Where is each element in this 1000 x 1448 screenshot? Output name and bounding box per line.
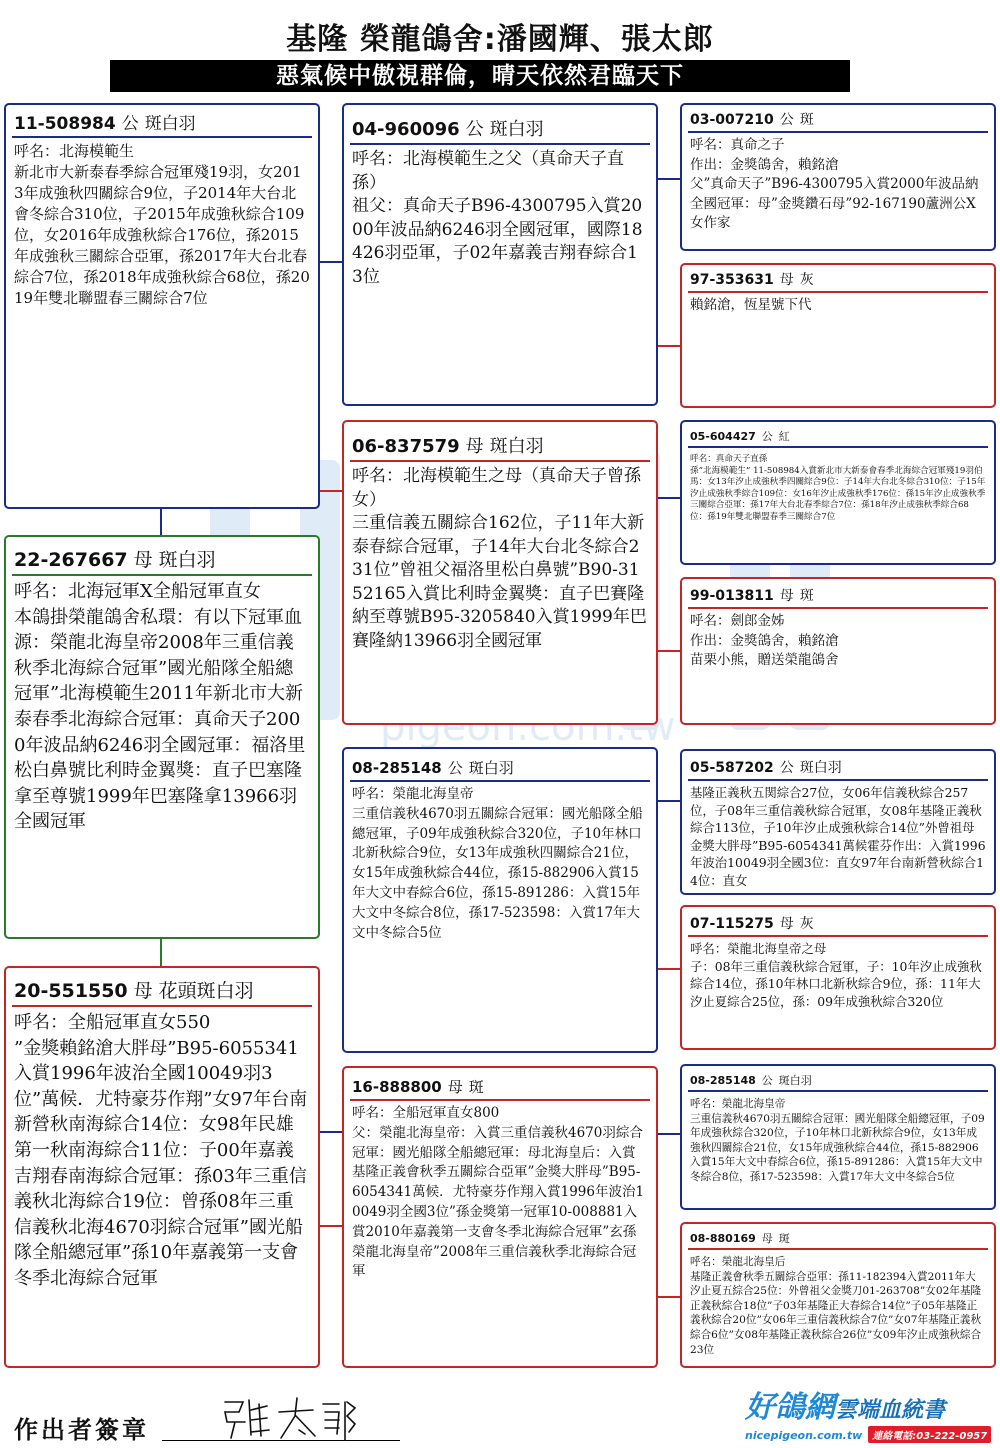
gen3-card-4[interactable] xyxy=(680,577,996,725)
color: 斑 xyxy=(778,1232,790,1245)
pedigree-notes: 呼名：榮龍北海皇帝 三重信義秋4670羽五關綜合冠軍：國光船隊全船總冠軍，子09年成強秋綜合320位，子10年林口北新秋綜合9位，女13年成強秋四關綜合21位，女15年成強秋綜合44位，孫15-882906入賞15年大文中春綜合6位，孫15-891286：入賞15年大文中冬綜合8位，孫17-523598：入賞17年大文中冬綜合5位 xyxy=(690,1098,985,1183)
dam-card[interactable] xyxy=(4,535,320,939)
logo-subtitle: 雲端血統書 xyxy=(835,1398,946,1423)
handwritten-signature xyxy=(215,1390,365,1445)
color: 斑白羽 xyxy=(799,760,842,776)
connector-line xyxy=(656,1296,682,1298)
pedigree-notes: 賴銘滄，恆星號下代 xyxy=(690,297,812,313)
connector-line xyxy=(656,497,682,499)
gen3-card-7[interactable] xyxy=(680,1064,996,1210)
color: 灰 xyxy=(799,272,814,288)
ring-number: 04-960096 xyxy=(352,119,460,140)
color: 斑白羽 xyxy=(144,114,196,134)
gen3-card-2[interactable] xyxy=(680,263,996,408)
connector-line xyxy=(656,650,682,652)
ring-number: 06-837579 xyxy=(352,436,460,457)
connector-line xyxy=(656,178,682,180)
dam-dam-card[interactable] xyxy=(342,1066,658,1368)
ring-number: 05-587202 xyxy=(690,760,774,776)
sex: 公 xyxy=(447,759,463,777)
color: 斑 xyxy=(799,112,814,128)
sex: 母 xyxy=(465,436,484,457)
ring-number: 07-115275 xyxy=(690,916,774,932)
sire-dam-card[interactable] xyxy=(342,420,658,725)
connector-line xyxy=(656,1133,682,1135)
gen3-card-3[interactable] xyxy=(680,420,996,565)
connector-line xyxy=(318,490,344,492)
pedigree-notes: 呼名：榮龍北海皇后 基隆正義會秋季五關綜合亞軍：孫11-182394入賞2011年大汐止夏五綜合25位：外曾祖父金獎刀01-263708”女02年基隆正義秋綜合18位”子03年基隆正大春綜合14位”子05年基隆正義秋綜合20位”女06年三重信義秋綜合7位”女07年基隆正義秋綜合6位”女08年基隆正義秋綜合26位”女09年汐止成強秋綜合23位 xyxy=(690,1256,982,1356)
gen3-card-5[interactable] xyxy=(680,749,996,895)
ring-number: 99-013811 xyxy=(690,588,774,604)
sex: 母 xyxy=(779,916,794,932)
sex: 公 xyxy=(779,112,794,128)
sex: 母 xyxy=(447,1078,463,1096)
connector-line xyxy=(656,800,682,802)
sex: 母 xyxy=(779,272,794,288)
gen3-card-6[interactable] xyxy=(680,905,996,1050)
sex: 母 xyxy=(133,549,153,571)
gen3-card-8[interactable] xyxy=(680,1222,996,1368)
color: 斑白羽 xyxy=(489,436,544,457)
pedigree-notes: 呼名：真命之子 作出：金獎鴿舍，賴銘滄 父”真命天子”B96-4300795入賞2000年波品納全國冠軍：母”金獎鑽石母”92-167190蘆洲公X女作家 xyxy=(690,137,979,232)
connector-line xyxy=(656,968,682,970)
pedigree-notes: 基隆正義秋五関綜合27位，女06年信義秋綜合257位，子08年三重信義秋綜合冠軍，女08年基隆正義秋綜合113位，子10年汐止成強秋綜合14位”外曾祖母金獎大胖母”B95-6054341萬候霍芬作出：入賞1996年波治10049羽全國3位：直女97年台南新營秋綜合14位：直女 xyxy=(690,785,986,888)
signature-label: 作出者簽章 xyxy=(14,1416,149,1444)
color: 斑白羽 xyxy=(158,549,216,571)
sex: 公 xyxy=(761,1074,773,1087)
color: 花頭斑白羽 xyxy=(158,980,254,1002)
color: 斑白羽 xyxy=(468,759,514,777)
pedigree-notes: 呼名：全船冠軍直女550 ”金獎賴銘滄大胖母”B95-6055341入賞1996年波治全國10049羽3位”萬候．尤特豪芬作翔”女97年台南新營秋南海綜合14位：女98年民雄第一秋南海綜合11位：子00年嘉義吉翔春南海綜合冠軍：孫03年三重信義秋北海綜合19位：曾孫08年三重信義秋北海4670羽綜合冠軍”國光船隊全船總冠軍”孫10年嘉義第一支會冬季北海綜合冠軍 xyxy=(14,1012,308,1289)
connector-line xyxy=(160,507,162,537)
sex: 公 xyxy=(465,119,484,140)
contact-phone: 連絡電話:03-222-0957 xyxy=(868,1426,991,1443)
color: 斑白羽 xyxy=(489,119,544,140)
sex: 母 xyxy=(779,588,794,604)
sex: 公 xyxy=(779,760,794,776)
logo-url: nicepigeon.com.tw xyxy=(745,1429,863,1442)
color: 斑白羽 xyxy=(778,1074,812,1087)
ring-number: 05-604427 xyxy=(690,430,756,443)
sire-card[interactable] xyxy=(342,103,658,406)
slogan-banner: 惡氣候中傲視群倫，晴天依然君臨天下 xyxy=(110,60,850,92)
ring-number: 11-508984 xyxy=(14,114,116,134)
connector-line xyxy=(318,261,344,263)
connector-line xyxy=(318,1131,344,1133)
pedigree-notes: 呼名：北海模範生之父（真命天子直孫） 祖父：真命天子B96-4300795入賞2000年波品納6246羽全國冠軍，國際18426羽亞軍，子02年嘉義吉翔春綜合13位 xyxy=(352,149,643,287)
pedigree-notes: 呼名：真命天子直孫 孫”北海模範生” 11-508984入賞新北市大新泰會春季北海綜合冠軍殘19羽伯馬：女13年汐止成強秋季四關綜合9位：子14年大台北冬綜合310位：子15年汐止成強秋季綜合109位：女16年汐止成強秋季176位：孫15年汐止成強秋季三關綜合亞軍：孫17年大台北春季綜合7位：孫18年汐止成強秋季綜合68位：孫19年雙北聯盟春季三關綜合7位 xyxy=(690,454,986,522)
connector-line xyxy=(318,1225,344,1227)
logo-brand: 好鴿網 xyxy=(745,1390,835,1425)
pedigree-notes: 呼名：全船冠軍直女800 父：榮龍北海皇帝：入賞三重信義秋4670羽綜合冠軍：國光船隊全船總冠軍：母北海皇后：入賞基隆正義會秋季五關綜合亞軍”金獎大胖母”B95-6054341萬候．尤特豪芬作翔入賞1996年波治10049羽全國3位”孫金獎第一冠軍10-008881入賞2010年嘉義第一支會冬季北海綜合冠軍”玄孫榮龍北海皇帝”2008年三重信義秋季北海綜合冠軍 xyxy=(352,1105,645,1280)
ring-number: 20-551550 xyxy=(14,980,128,1002)
subject-card[interactable] xyxy=(4,103,320,509)
ring-number: 08-285148 xyxy=(690,1074,756,1087)
sex: 母 xyxy=(761,1232,773,1245)
connector-line xyxy=(656,345,682,347)
ring-number: 16-888800 xyxy=(352,1078,442,1096)
sex: 母 xyxy=(133,980,153,1002)
ring-number: 08-880169 xyxy=(690,1232,756,1245)
pedigree-notes: 呼名：北海冠軍X全船冠軍直女 本鴿掛榮龍鴿舍私環：有以下冠軍血源：榮龍北海皇帝2008年三重信義秋季北海綜合冠軍”國光船隊全船總冠軍”北海模範生2011年新北市大新泰春季北海綜合冠軍：真命天子2000年波品納6246羽全國冠軍：福洛里松白鼻號比利時金翼獎：直子巴塞隆拿至尊號1999年巴塞隆拿13966羽全國冠軍 xyxy=(14,581,306,833)
pedigree-notes: 呼名：榮龍北海皇帝之母 子：08年三重信義秋綜合冠軍，子：10年汐止成強秋綜合14位，孫10年林口北新秋綜合9位，孫：11年大汐止夏綜合25位，孫：09年成強秋綜合320位 xyxy=(690,941,982,1009)
ring-number: 08-285148 xyxy=(352,759,442,777)
pedigree-notes: 呼名：榮龍北海皇帝 三重信義秋4670羽五關綜合冠軍：國光船隊全船總冠軍，子09年成強秋綜合320位，子10年林口北新秋綜合9位，女13年成強秋四關綜合21位，女15年成強秋綜合44位，孫15-882906入賞15年大文中春綜合6位，孫15-891286：入賞15年大文中冬綜合8位，孫17-523598：入賞17年大文中冬綜合5位 xyxy=(352,786,643,941)
second-dam-card[interactable] xyxy=(4,966,320,1368)
page-title: 基隆 榮龍鴿舍:潘國輝、張太郎 xyxy=(286,22,714,57)
ring-number: 22-267667 xyxy=(14,549,128,571)
svg-text:pigeon.com.tw: pigeon.com.tw xyxy=(380,704,676,750)
sex: 公 xyxy=(761,430,773,443)
ring-number: 97-353631 xyxy=(690,272,774,288)
gen3-card-1[interactable] xyxy=(680,103,996,251)
color: 紅 xyxy=(778,430,790,443)
color: 灰 xyxy=(799,916,814,932)
pedigree-notes: 呼名：北海模範生之母（真命天子曾孫女） 三重信義五關綜合162位，子11年大新泰春綜合冠軍，子14年大台北冬綜合231位”曾祖父福洛里松白鼻號”B90-3152165入賞比利時金翼獎：直子巴賽隆納至尊號B95-3205840入賞1999年巴賽隆納13966羽全國冠軍 xyxy=(352,466,647,651)
brand-logo xyxy=(745,1382,995,1444)
color: 斑 xyxy=(799,588,814,604)
sex: 公 xyxy=(121,114,139,134)
pedigree-notes: 呼名：北海模範生 新北市大新泰春季綜合冠軍殘19羽，女2013年成強秋四關綜合9位，子2014年大台北會冬綜合310位，子2015年成強秋綜合109位，女2016年成強秋綜合176位，孫2015年成強秋三關綜合亞軍，孫2017年大台北春綜合7位，孫2018年成強秋綜合68位，孫2019年雙北聯盟春三關綜合7位 xyxy=(14,142,310,307)
ring-number: 03-007210 xyxy=(690,112,774,128)
color: 斑 xyxy=(468,1078,484,1096)
dam-sire-card[interactable] xyxy=(342,747,658,1053)
connector-line xyxy=(160,936,162,968)
pedigree-notes: 呼名：劍郎金姊 作出：金獎鴿舍，賴銘滄 苗栗小熊，贈送榮龍鴿舍 xyxy=(690,613,839,669)
